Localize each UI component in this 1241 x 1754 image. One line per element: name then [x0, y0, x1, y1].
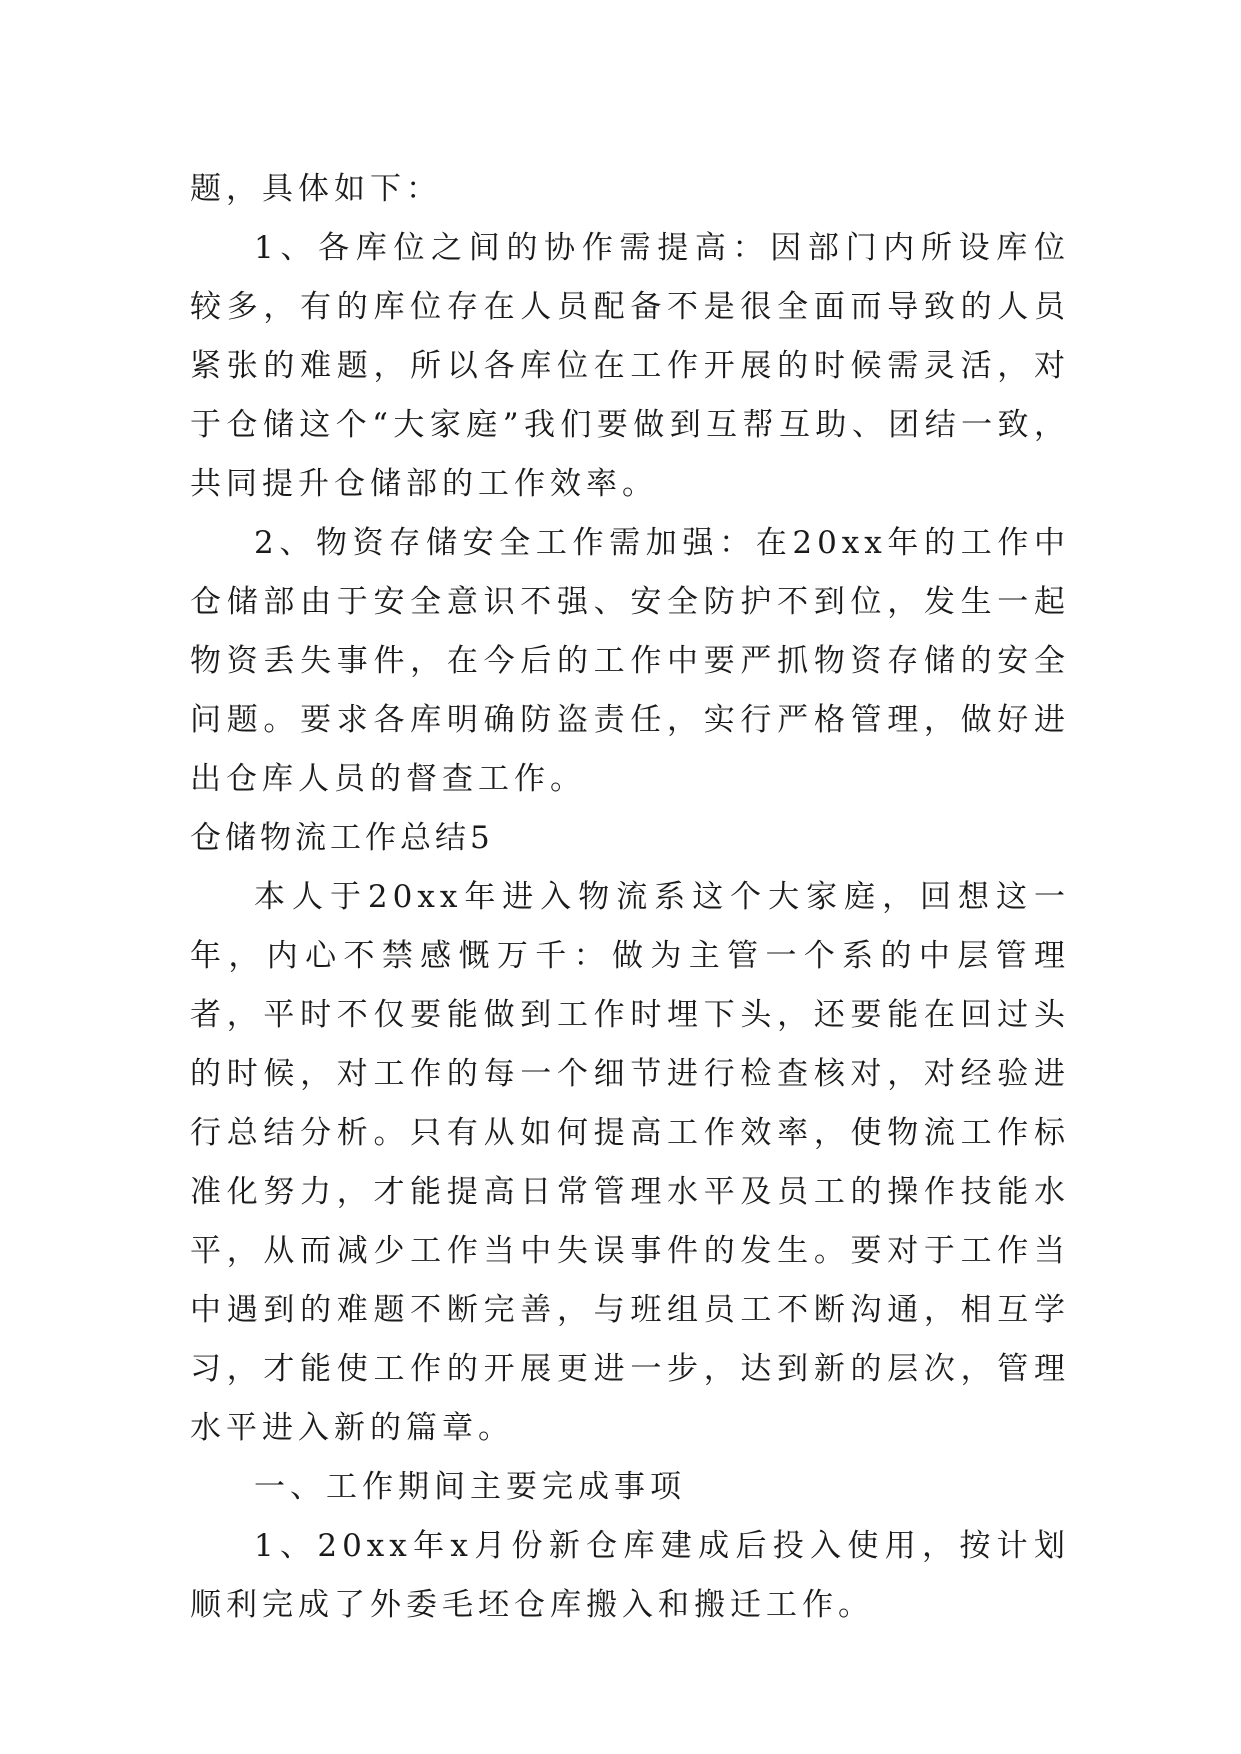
- document-body: [190, 160, 1070, 1635]
- paragraph-intro: 本人于20xx年进入物流系这个大家庭，回想这一年，内心不禁感慨万千：做为主管一个系的中层管理者，平时不仅要能做到工作时埋下头，还要能在回过头的时候，对工作的每一个细节进行检查核对，对经验进行总结分析。只有从如何提高工作效率，使物流工作标准化努力，才能提高日常管理水平及员工的操作技能水平，从而减少工作当中失误事件的发生。要对于工作当中遇到的难题不断完善，与班组员工不断沟通，相互学习，才能使工作的开展更进一步，达到新的层次，管理水平进入新的篇章。: [190, 879, 1070, 1446]
- paragraph-continuation: 题，具体如下：: [190, 171, 442, 207]
- section-heading: 仓储物流工作总结5: [190, 820, 494, 856]
- paragraph-task-1: 1、20xx年x月份新仓库建成后投入使用，按计划顺利完成了外委毛坯仓库搬入和搬迁工作。: [190, 1528, 1070, 1623]
- paragraph-item-2: 2、物资存储安全工作需加强：在20xx年的工作中仓储部由于安全意识不强、安全防护不到位，发生一起物资丢失事件，在今后的工作中要严抓物资存储的安全问题。要求各库明确防盗责任，实行严格管理，做好进出仓库人员的督查工作。: [190, 525, 1070, 797]
- paragraph-item-1: 1、各库位之间的协作需提高：因部门内所设库位较多，有的库位存在人员配备不是很全面而导致的人员紧张的难题，所以各库位在工作开展的时候需灵活，对于仓储这个“大家庭”我们要做到互帮互助、团结一致，共同提升仓储部的工作效率。: [190, 230, 1070, 502]
- subheading-main-tasks: 一、工作期间主要完成事项: [254, 1469, 686, 1505]
